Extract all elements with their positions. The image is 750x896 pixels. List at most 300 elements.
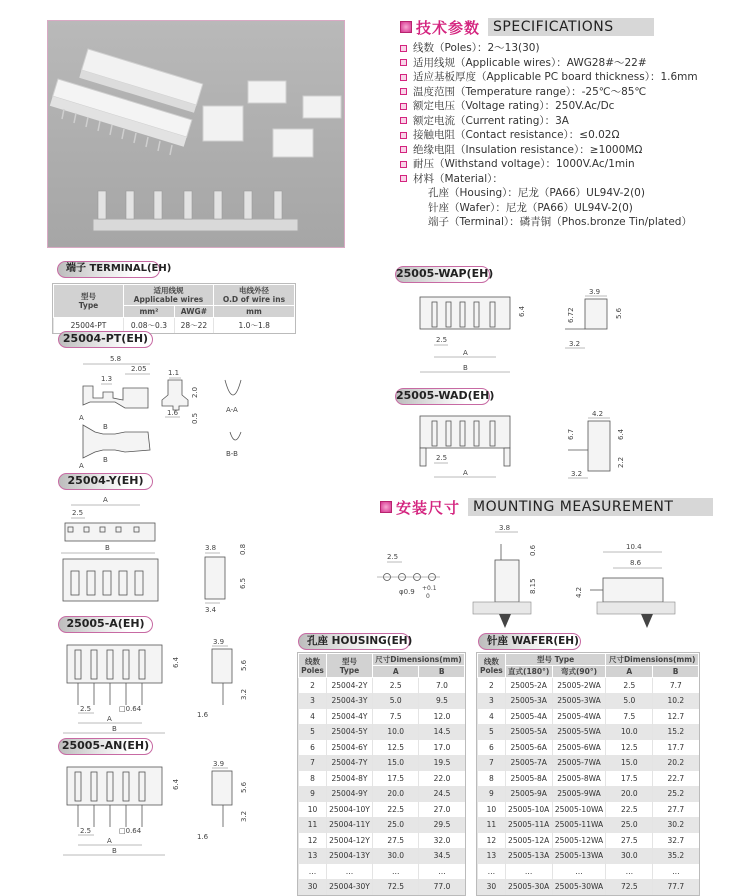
table-cell: 20.0	[372, 786, 419, 802]
table-row	[478, 771, 699, 787]
table-row	[478, 693, 699, 709]
dim-text: 3.9	[213, 638, 225, 646]
table-row	[299, 709, 465, 725]
dim-text: B	[112, 847, 117, 855]
wafer-side-view	[585, 299, 607, 329]
bullet-icon	[400, 117, 407, 124]
specifications-header	[400, 17, 698, 37]
bullet-icon	[400, 161, 407, 168]
table-cell: …	[372, 864, 419, 880]
table-cell: 20.2	[653, 755, 699, 771]
table-cell: 25005-6WA	[552, 740, 606, 756]
dim-text: A	[103, 496, 108, 504]
table-row	[299, 817, 465, 833]
table-cell: 25005-7A	[505, 755, 552, 771]
table-cell: 25005-8A	[505, 771, 552, 787]
dim-text: φ0.9	[399, 588, 415, 596]
dim-text: B	[463, 364, 468, 372]
table-cell: 25005-4A	[505, 709, 552, 725]
product-photo	[47, 20, 345, 248]
a-drawing	[55, 635, 275, 738]
table-row	[478, 740, 699, 756]
terminal-front-view	[162, 380, 188, 410]
vertical-wafer-view	[495, 560, 519, 602]
section-mark: A	[79, 414, 84, 422]
bullet-icon	[400, 146, 407, 153]
table-cell: 22.0	[419, 771, 465, 787]
table-row	[299, 848, 465, 864]
spec-item: 适用线规（Applicable wires）：AWG28#～22#	[400, 56, 698, 71]
table-cell: 3	[299, 693, 327, 709]
table-cell: 25005-5A	[505, 724, 552, 740]
dim-text: 0.6	[529, 544, 537, 556]
dim-text: 3.2	[569, 340, 581, 348]
wad-drawing	[390, 408, 630, 488]
table-cell: 25005-3A	[505, 693, 552, 709]
dim-text: 3.9	[589, 288, 601, 296]
table-row	[299, 864, 465, 880]
table-cell: 25005-30WA	[552, 879, 606, 895]
dim-text: 5.6	[240, 659, 248, 671]
dim-text: 6.4	[172, 656, 180, 668]
dim-text: 0.5	[191, 412, 199, 424]
bullet-icon	[400, 45, 407, 52]
table-cell: 72.5	[372, 879, 419, 895]
table-cell: 25005-9A	[505, 786, 552, 802]
wap-label: 25005-WAP(EH)	[395, 266, 490, 283]
table-cell: 15.0	[372, 755, 419, 771]
table-cell: 17.7	[653, 740, 699, 756]
table-cell: …	[606, 864, 653, 880]
spec-list	[400, 41, 698, 230]
table-row	[299, 693, 465, 709]
housing-table	[297, 652, 466, 896]
table-cell: 34.5	[419, 848, 465, 864]
table-cell: 11	[299, 817, 327, 833]
wafer-side-view	[588, 421, 610, 471]
dim-text: 3.2	[240, 688, 248, 700]
spec-item: 适应基板厚度（Applicable PC board thickness）：1.6mm	[400, 70, 698, 85]
table-cell: 5.0	[606, 693, 653, 709]
dim-text: 1.3	[101, 375, 113, 383]
dim-text: 3.8	[499, 524, 511, 532]
housing-dims-header: 尺寸Dimensions(mm)	[372, 654, 464, 666]
table-cell: 25005-13A	[505, 848, 552, 864]
table-cell: 10.0	[372, 724, 419, 740]
table-row	[478, 864, 699, 880]
table-cell: 25005-12A	[505, 833, 552, 849]
table-cell: 6	[478, 740, 506, 756]
specifications-title-en: SPECIFICATIONS	[488, 18, 654, 36]
table-cell: 25005-5WA	[552, 724, 606, 740]
dim-text: 5.6	[615, 307, 623, 319]
dim-text: 6.4	[617, 428, 625, 440]
table-cell: 12	[299, 833, 327, 849]
table-cell: 25004-12Y	[327, 833, 373, 849]
dim-text: 2.0	[191, 386, 199, 398]
wafer-angle-header: 弯式(90°)	[552, 666, 606, 678]
table-cell: 5.0	[372, 693, 419, 709]
bullet-icon	[400, 103, 407, 110]
table-row	[478, 833, 699, 849]
housing-label: 孔座 HOUSING(EH)	[298, 633, 410, 650]
table-cell: 25005-7WA	[552, 755, 606, 771]
pt-label: 25004-PT(EH)	[58, 331, 153, 348]
dim-text: 0.8	[239, 543, 247, 555]
table-cell: 25005-4WA	[552, 709, 606, 725]
dim-text: 2.5	[72, 509, 84, 517]
table-cell: 10.2	[653, 693, 699, 709]
table-cell: …	[478, 864, 506, 880]
table-cell: 25005-11A	[505, 817, 552, 833]
section-mark: A	[79, 462, 84, 470]
table-row	[299, 771, 465, 787]
dim-text: 2.5	[80, 827, 92, 835]
section-mark: B	[103, 456, 108, 464]
terminal-mm-header: mm	[213, 306, 294, 318]
table-row	[478, 802, 699, 818]
dim-text: 5.6	[240, 781, 248, 793]
table-cell: 7	[299, 755, 327, 771]
mounting-drawing	[365, 520, 750, 632]
table-cell: 12.7	[653, 709, 699, 725]
table-row	[478, 755, 699, 771]
table-cell: 9.5	[419, 693, 465, 709]
table-cell: 10.0	[606, 724, 653, 740]
wafer-a-header: A	[606, 666, 653, 678]
table-cell: 22.5	[606, 802, 653, 818]
dim-text: 2.5	[436, 454, 448, 462]
bullet-icon	[400, 175, 407, 182]
table-cell: 6	[299, 740, 327, 756]
table-cell: 12.5	[372, 740, 419, 756]
table-cell: 27.5	[606, 833, 653, 849]
dim-text: 4.2	[592, 410, 604, 418]
dim-text: A	[463, 469, 468, 477]
table-cell: 4	[299, 709, 327, 725]
table-cell: 25.2	[653, 786, 699, 802]
housing-top-view	[65, 523, 155, 541]
table-row	[478, 879, 699, 895]
spec-item: 额定电压（Voltage rating）：250V.Ac/Dc	[400, 99, 698, 114]
table-cell: 3	[478, 693, 506, 709]
mounting-section	[380, 497, 713, 517]
table-cell: 12.0	[419, 709, 465, 725]
table-cell: 8	[478, 771, 506, 787]
table-row	[299, 724, 465, 740]
housing-side-view	[205, 557, 225, 599]
housing-b-header: B	[419, 666, 465, 678]
dim-text: 8.6	[630, 559, 642, 567]
table-cell: 25004-7Y	[327, 755, 373, 771]
table-row	[478, 678, 699, 694]
section-label: B-B	[226, 450, 238, 458]
spec-item: 接触电阻（Contact resistance）：≤0.02Ω	[400, 128, 698, 143]
table-cell: 25005-30A	[505, 879, 552, 895]
table-cell: 14.5	[419, 724, 465, 740]
wafer-dims-header: 尺寸Dimensions(mm)	[606, 654, 699, 666]
table-cell: 25004-6Y	[327, 740, 373, 756]
table-cell: 25004-3Y	[327, 693, 373, 709]
table-cell: 25004-8Y	[327, 771, 373, 787]
table-cell: 2.5	[372, 678, 419, 694]
table-cell: 25004-11Y	[327, 817, 373, 833]
table-cell: 4	[478, 709, 506, 725]
dim-text: A	[107, 715, 112, 723]
terminal-mm2-header: mm²	[124, 306, 175, 318]
dim-text: 2.2	[617, 456, 625, 468]
wafer-side-view	[212, 649, 232, 683]
table-cell: …	[653, 864, 699, 880]
wafer-foot	[420, 448, 426, 466]
wafer-b-header: B	[653, 666, 699, 678]
table-cell: 27.5	[372, 833, 419, 849]
pt-drawing	[55, 350, 285, 475]
dim-text: +0.1	[422, 585, 437, 592]
pin-tip	[641, 614, 653, 628]
bullet-icon	[400, 59, 407, 66]
table-row	[299, 802, 465, 818]
table-cell: …	[327, 864, 373, 880]
bullet-icon	[400, 74, 407, 81]
y-drawing	[55, 493, 275, 618]
housing-a-header: A	[372, 666, 419, 678]
table-cell: 7.0	[419, 678, 465, 694]
table-cell: 32.7	[653, 833, 699, 849]
dim-text: 6.7	[567, 428, 575, 440]
table-cell: 25.0	[372, 817, 419, 833]
terminal-awg-header: AWG#	[174, 306, 213, 318]
table-row	[478, 786, 699, 802]
table-cell: 25005-11WA	[552, 817, 606, 833]
table-cell: 25005-8WA	[552, 771, 606, 787]
table-cell: 25005-3WA	[552, 693, 606, 709]
table-cell: 11	[478, 817, 506, 833]
table-row	[478, 848, 699, 864]
table-cell: 2	[478, 678, 506, 694]
section-label: A-A	[226, 406, 238, 414]
pin-tip	[499, 614, 511, 628]
dim-text: 10.4	[626, 543, 642, 551]
bullet-icon	[400, 88, 407, 95]
dim-text: 6.4	[172, 778, 180, 790]
material-item: 孔座（Housing）：尼龙（PA66）UL94V-2(0)	[428, 187, 645, 199]
table-cell: 25004-30Y	[327, 879, 373, 895]
spec-item: 材料（Material）：	[400, 172, 698, 187]
table-cell: 13	[299, 848, 327, 864]
wafer-table	[476, 652, 700, 896]
dim-text: 6.5	[239, 577, 247, 589]
dim-text: 0	[426, 593, 430, 600]
table-cell: 22.5	[372, 802, 419, 818]
dim-text: □0.64	[119, 827, 142, 835]
table-cell: 17.5	[372, 771, 419, 787]
angled-wafer-view	[603, 578, 663, 602]
table-cell: 25005-10A	[505, 802, 552, 818]
terminal-side-view	[83, 386, 148, 408]
table-cell: 17.5	[606, 771, 653, 787]
table-cell: 77.0	[419, 879, 465, 895]
table-row: 25004-PT 0.08～0.3 28～22 1.0～1.8	[54, 318, 295, 334]
wap-drawing	[390, 285, 630, 380]
dim-text: 6.4	[518, 305, 526, 317]
an-drawing	[55, 757, 275, 860]
table-cell: 25004-9Y	[327, 786, 373, 802]
section-square-icon	[400, 21, 412, 33]
table-cell: 32.0	[419, 833, 465, 849]
terminal-table	[52, 283, 296, 334]
table-cell: 19.5	[419, 755, 465, 771]
dim-text: □0.64	[119, 705, 142, 713]
table-cell: 7.7	[653, 678, 699, 694]
table-row	[299, 678, 465, 694]
wad-label: 25005-WAD(EH)	[395, 388, 490, 405]
table-cell: 30.0	[372, 848, 419, 864]
dim-text: B	[105, 544, 110, 552]
dim-text: 2.5	[80, 705, 92, 713]
table-cell: 25004-5Y	[327, 724, 373, 740]
table-cell: 29.5	[419, 817, 465, 833]
dim-text: 1.6	[197, 833, 209, 841]
table-cell: 17.0	[419, 740, 465, 756]
table-cell: 72.5	[606, 879, 653, 895]
dim-text: 8.15	[529, 578, 537, 594]
spec-item: 额定电流（Current rating）：3A	[400, 114, 698, 129]
table-row	[478, 709, 699, 725]
table-row	[299, 786, 465, 802]
specifications-title-cn: 技术参数	[416, 18, 481, 37]
an-label: 25005-AN(EH)	[58, 738, 153, 755]
table-row	[478, 817, 699, 833]
product-photo-illustration	[48, 21, 346, 249]
terminal-label: 端子 TERMINAL(EH)	[57, 261, 160, 278]
dim-text: 1.6	[167, 409, 179, 417]
dim-text: 5.8	[110, 355, 122, 363]
wafer-label: 针座 WAFER(EH)	[478, 633, 581, 650]
table-row	[299, 740, 465, 756]
material-item: 端子（Terminal）：磷青铜（Phos.bronze Tin/plated）	[428, 216, 692, 228]
table-cell: 8	[299, 771, 327, 787]
table-cell: …	[299, 864, 327, 880]
wafer-straight-header: 直式(180°)	[505, 666, 552, 678]
table-cell: 20.0	[606, 786, 653, 802]
pcb-board	[597, 602, 675, 614]
table-cell: 7.5	[606, 709, 653, 725]
mounting-title-en: MOUNTING MEASUREMENT	[468, 498, 713, 516]
table-cell: 10	[299, 802, 327, 818]
dim-text: 2.5	[387, 553, 399, 561]
table-row	[299, 833, 465, 849]
table-cell: …	[419, 864, 465, 880]
table-cell: 25005-9WA	[552, 786, 606, 802]
specifications-section	[400, 17, 698, 230]
table-cell: 9	[299, 786, 327, 802]
table-cell: 25005-2WA	[552, 678, 606, 694]
table-cell: 25004-10Y	[327, 802, 373, 818]
dim-text: 3.4	[205, 606, 217, 614]
dim-text: A	[463, 349, 468, 357]
spec-item: 耐压（Withstand voltage）：1000V.Ac/1min	[400, 157, 698, 172]
dim-text: 1.6	[197, 711, 209, 719]
table-cell: 25005-10WA	[552, 802, 606, 818]
section-aa-shape	[225, 380, 241, 395]
bullet-icon	[400, 132, 407, 139]
section-bb-shape	[230, 432, 241, 440]
table-row	[299, 879, 465, 895]
table-cell: 24.5	[419, 786, 465, 802]
dim-text: 1.1	[168, 369, 180, 377]
table-row	[299, 755, 465, 771]
section-square-icon	[380, 501, 392, 513]
table-cell: 27.0	[419, 802, 465, 818]
mounting-title-cn: 安装尺寸	[396, 498, 461, 517]
table-cell: 25004-4Y	[327, 709, 373, 725]
table-cell: 30.2	[653, 817, 699, 833]
table-cell: 5	[478, 724, 506, 740]
table-cell: 15.2	[653, 724, 699, 740]
table-cell: 25005-12WA	[552, 833, 606, 849]
table-cell: 12	[478, 833, 506, 849]
wafer-type-header: 型号 Type	[505, 654, 606, 666]
dim-text: 3.8	[205, 544, 217, 552]
table-cell: 25004-13Y	[327, 848, 373, 864]
table-cell: 25005-13WA	[552, 848, 606, 864]
dim-text: 2.05	[131, 365, 147, 373]
table-cell: 22.7	[653, 771, 699, 787]
wafer-side-view	[212, 771, 232, 805]
pcb-board	[473, 602, 531, 614]
wafer-poles-header: 线数 Poles	[478, 654, 506, 678]
table-cell: 77.7	[653, 879, 699, 895]
housing-poles-header: 线数 Poles	[299, 654, 327, 678]
terminal-type-header: 型号 Type	[54, 285, 124, 318]
y-label: 25004-Y(EH)	[58, 473, 153, 490]
material-item: 针座（Wafer）：尼龙（PA66）UL94V-2(0)	[428, 201, 633, 214]
table-cell: 25005-2A	[505, 678, 552, 694]
wafer-foot	[504, 448, 510, 466]
mounting-header	[380, 497, 713, 517]
table-cell: 27.7	[653, 802, 699, 818]
table-cell: …	[505, 864, 552, 880]
table-cell: 25.0	[606, 817, 653, 833]
table-cell: 30	[299, 879, 327, 895]
table-cell: 25004-2Y	[327, 678, 373, 694]
dim-text: 3.2	[240, 810, 248, 822]
section-mark: B	[103, 423, 108, 431]
dim-text: 4.2	[575, 586, 583, 598]
terminal-od-header: 电线外径 O.D of wire ins	[213, 285, 294, 306]
table-cell: 30.0	[606, 848, 653, 864]
table-cell: 30	[478, 879, 506, 895]
dim-text: 2.5	[436, 336, 448, 344]
terminal-wires-header: 适用线规 Applicable wires	[124, 285, 214, 306]
spec-item: 线数（Poles）：2～13(30)	[400, 41, 698, 56]
table-row	[478, 724, 699, 740]
table-cell: 10	[478, 802, 506, 818]
table-cell: 2	[299, 678, 327, 694]
table-cell: 9	[478, 786, 506, 802]
housing-type-header: 型号 Type	[327, 654, 373, 678]
table-cell: 13	[478, 848, 506, 864]
spec-item: 温度范围（Temperature range）：-25℃～85℃	[400, 85, 698, 100]
dim-text: A	[107, 837, 112, 845]
table-cell: 25005-6A	[505, 740, 552, 756]
table-cell: 5	[299, 724, 327, 740]
table-cell: …	[552, 864, 606, 880]
dim-text: 6.72	[567, 307, 575, 323]
table-cell: 35.2	[653, 848, 699, 864]
dim-text: B	[112, 725, 117, 733]
